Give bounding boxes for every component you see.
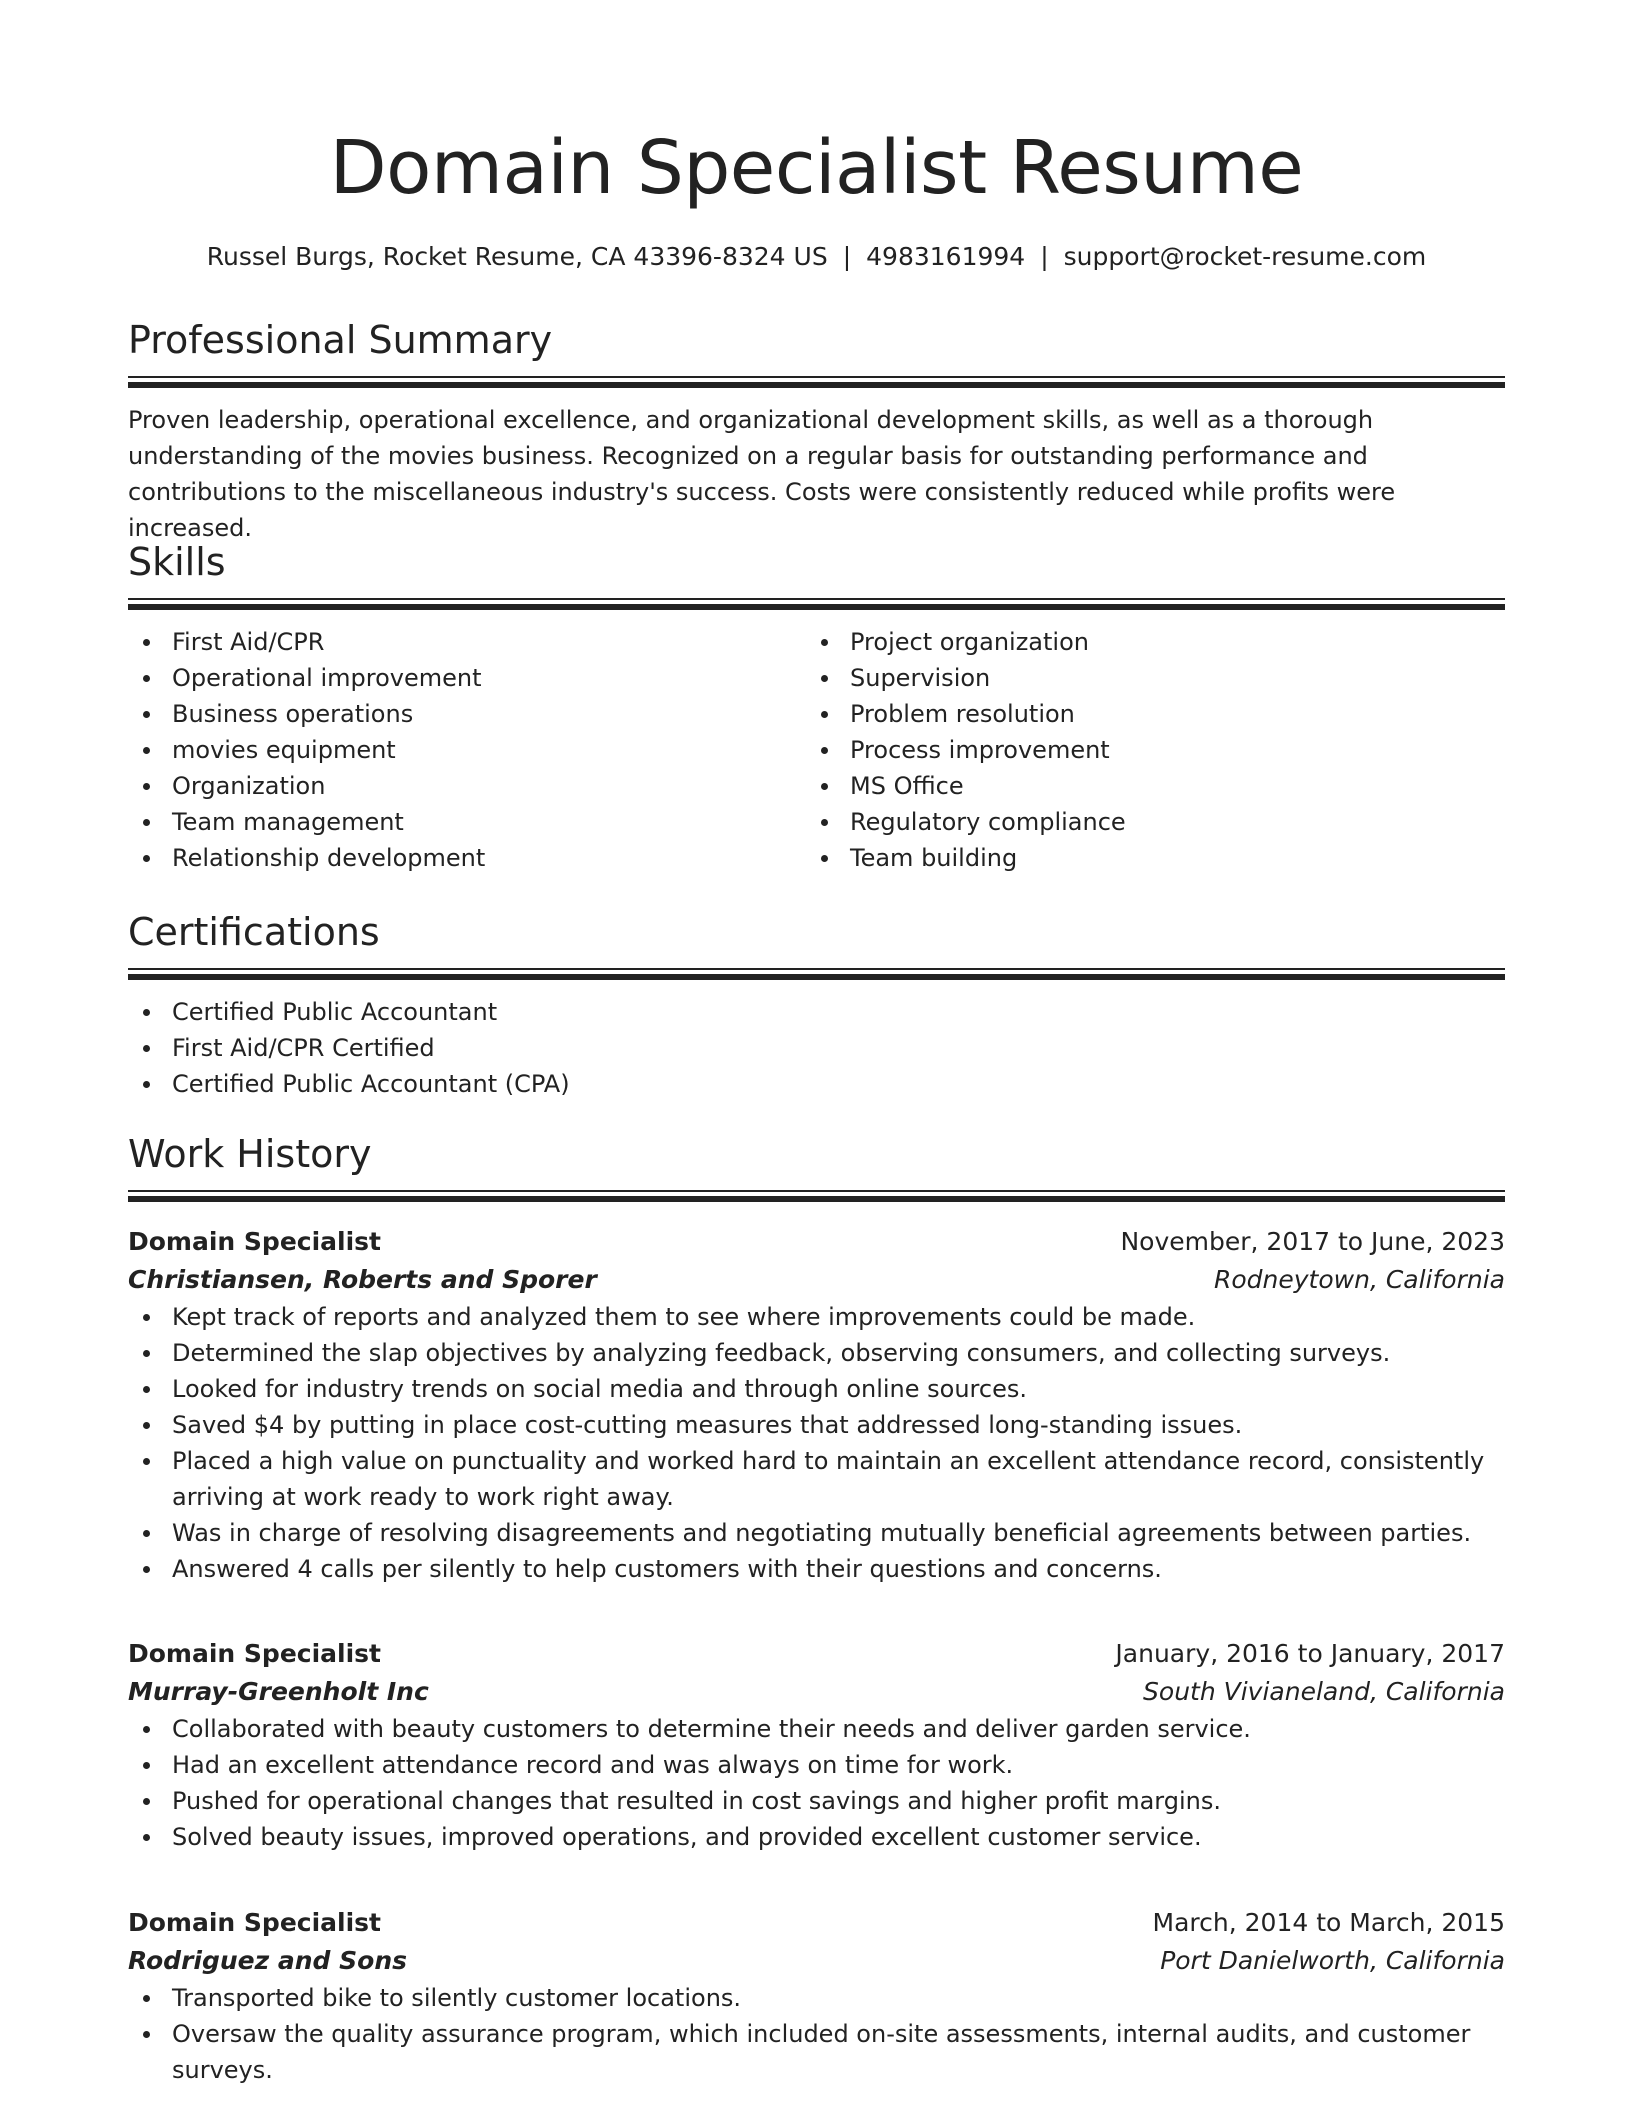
work-history-heading: Work History [128,1132,372,1176]
list-item: Project organization [806,624,1484,660]
list-item: Organization [128,768,806,804]
list-item: First Aid/CPR Certified [128,1030,1505,1066]
list-item: movies equipment [128,732,806,768]
skills-list-left [128,624,806,876]
job-title: Domain Specialist [128,1908,382,1937]
skills-heading: Skills [128,540,226,584]
list-item: Placed a high value on punctuality and worked hard to maintain an excellent attendance record, consistently arriving at work ready to work right away. [128,1443,1505,1515]
list-item: Collaborated with beauty customers to determine their needs and deliver garden service. [128,1711,1505,1747]
list-item: First Aid/CPR [128,624,806,660]
certifications-heading: Certifications [128,910,380,954]
list-item: Problem resolution [806,696,1484,732]
summary-text: Proven leadership, operational excellence, and organizational development skills, as well as a thorough understanding of the movies business. Recognized on a regular basis for outstanding performance and contributions to the miscellaneous industry's success. Costs were consistently reduced while profits were increased. [128,406,1396,542]
job-dates: November, 2017 to June, 2023 [1120,1227,1505,1256]
list-item: Certified Public Accountant [128,994,1505,1030]
summary-heading: Professional Summary [128,318,553,362]
skills-section [128,537,1505,876]
job-entry [128,1904,1505,2088]
list-item: Team management [128,804,806,840]
section-divider [128,598,1505,610]
list-item: Regulatory compliance [806,804,1484,840]
job-header-row [128,1223,1505,1261]
list-item: Certified Public Accountant (CPA) [128,1066,1505,1102]
job-header-row [128,1904,1505,1942]
contact-address: Russel Burgs, Rocket Resume, CA 43396-8324 US [206,242,828,271]
list-item: Team building [806,840,1484,876]
contact-separator: | [842,242,852,271]
job-location: Port Danielworth, California [1160,1946,1505,1975]
job-company-row [128,1261,1505,1299]
skills-list-right [806,624,1484,876]
job-bullets [128,1980,1505,2088]
contact-separator: | [1040,242,1049,271]
contact-phone: 4983161994 [866,242,1026,271]
work-history-section [128,1129,1505,1202]
resume-title: Domain Specialist Resume [329,125,1304,211]
list-item: Operational improvement [128,660,806,696]
list-item: Determined the slap objectives by analyzing feedback, observing consumers, and collecting surveys. [128,1335,1505,1371]
list-item: Solved beauty issues, improved operations, and provided excellent customer service. [128,1819,1505,1855]
list-item: Was in charge of resolving disagreements and negotiating mutually beneficial agreements between parties. [128,1515,1505,1551]
list-item: Kept track of reports and analyzed them to see where improvements could be made. [128,1299,1505,1335]
list-item: Looked for industry trends on social media and through online sources. [128,1371,1505,1407]
summary-section [128,315,1505,546]
job-dates: January, 2016 to January, 2017 [1115,1639,1505,1668]
section-divider [128,968,1505,980]
job-company-row [128,1673,1505,1711]
list-item: Relationship development [128,840,806,876]
contact-line [128,238,1505,276]
section-divider [128,1190,1505,1202]
job-bullets [128,1299,1505,1587]
job-company: Christiansen, Roberts and Sporer [128,1265,597,1294]
job-location: Rodneytown, California [1214,1265,1505,1294]
job-company-row [128,1942,1505,1980]
list-item: Process improvement [806,732,1484,768]
job-company: Rodriguez and Sons [128,1946,408,1975]
job-entry [128,1635,1505,1855]
job-title: Domain Specialist [128,1227,382,1256]
list-item: Transported bike to silently customer locations. [128,1980,1505,2016]
list-item: Supervision [806,660,1484,696]
skills-columns [128,624,1505,876]
list-item: Saved $4 by putting in place cost-cutting measures that addressed long-standing issues. [128,1407,1505,1443]
job-entry [128,1223,1505,1587]
list-item: Had an excellent attendance record and was always on time for work. [128,1747,1505,1783]
job-header-row [128,1635,1505,1673]
list-item: Answered 4 calls per silently to help customers with their questions and concerns. [128,1551,1505,1587]
certifications-section [128,907,1505,1102]
section-divider [128,376,1505,388]
job-company: Murray-Greenholt Inc [128,1677,429,1706]
list-item: Pushed for operational changes that resulted in cost savings and higher profit margins. [128,1783,1505,1819]
list-item: Oversaw the quality assurance program, which included on-site assessments, internal audits, and customer surveys. [128,2016,1505,2088]
job-dates: March, 2014 to March, 2015 [1152,1908,1505,1937]
list-item: MS Office [806,768,1484,804]
contact-email: support@rocket-resume.com [1063,242,1427,271]
job-title: Domain Specialist [128,1639,382,1668]
job-bullets [128,1711,1505,1855]
job-location: South Vivianeland, California [1143,1677,1505,1706]
list-item: Business operations [128,696,806,732]
certifications-list [128,994,1505,1102]
